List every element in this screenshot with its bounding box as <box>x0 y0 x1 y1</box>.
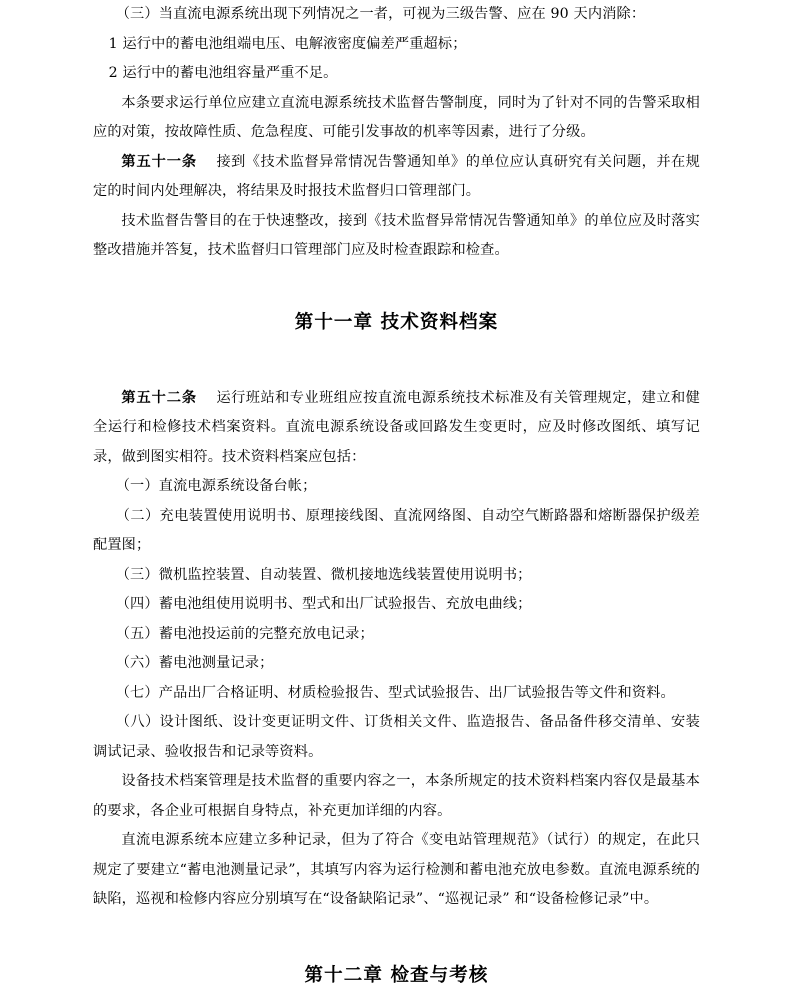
spacer-after-chapter-11 <box>93 338 700 384</box>
spacer-before-chapter-11 <box>93 266 700 308</box>
article-51-paragraph <box>93 148 700 207</box>
article-52-item-7: （七）产品出厂合格证明、材质检验报告、型式试验报告、出厂试验报告等文件和资料。 <box>115 684 675 701</box>
chapter-11-heading: 第十一章 技术资料档案 <box>294 311 499 333</box>
article-52-item-1: （一）直流电源系统设备台帐； <box>115 478 317 494</box>
article-52-item-8: （八）设计图纸、设计变更证明文件、订货相关文件、监造报告、备品备件移交清单、安装调试记录、验收报告和记录等资料。 <box>93 714 700 760</box>
article-51-text: 接到《技术监督异常情况告警通知单》的单位应认真研究有关问题，并在规定的时间内处理解决，将结果及时报技术监督归口管理部门。 <box>93 153 700 199</box>
article-52-label: 第五十二条 <box>121 389 197 406</box>
article-52-note-2: 直流电源系统本应建立多种记录，但为了符合《变电站管理规范》（试行）的规定，在此只规定了要建立“蓄电池测量记录”，其填写内容为运行检测和蓄电池充放电参数。直流电源系统的缺陷，巡视和检修内容应分别填写在“设备缺陷记录”、“巡视记录” 和“设备检修记录”中。 <box>93 832 700 907</box>
article-52-note-1: 设备技术档案管理是技术监督的重要内容之一，本条所规定的技术资料档案内容仅是最基本的要求，各企业可根据自身特点，补充更加详细的内容。 <box>93 773 700 819</box>
article-52-paragraph <box>93 384 700 473</box>
clause-three-item-2: 2 运行中的蓄电池组容量严重不足。 <box>108 65 338 81</box>
document-body <box>93 0 700 991</box>
article-52-item-4: （四）蓄电池组使用说明书、型式和出厂试验报告、充放电曲线； <box>115 596 532 612</box>
article-51-label: 第五十一条 <box>121 153 197 170</box>
article-52-item-2: （二）充电装置使用说明书、原理接线图、直流网络图、自动空气断路器和熔断器保护级差配置图； <box>93 507 700 553</box>
article-52-item-3: （三）微机监控装置、自动装置、微机接地选线装置使用说明书； <box>115 566 532 583</box>
clause-three-note: 本条要求运行单位应建立直流电源系统技术监督告警制度，同时为了针对不同的告警采取相应的对策，按故障性质、危急程度、可能引发事故的机率等因素，进行了分级。 <box>93 94 700 140</box>
article-52-item-5: （五）蓄电池投运前的完整充放电记录； <box>115 625 374 642</box>
spacer-before-chapter-12 <box>93 915 700 961</box>
clause-three-item-1: 1 运行中的蓄电池组端电压、电解液密度偏差严重超标； <box>108 35 467 52</box>
article-51-note: 技术监督告警目的在于快速整改，接到《技术监督异常情况告警通知单》的单位应及时落实整改措施并答复，技术监督归口管理部门应及时检查跟踪和检查。 <box>93 212 700 258</box>
clause-three-intro: （三）当直流电源系统出现下列情况之一者，可视为三级告警、应在 90 天内消除： <box>115 6 646 22</box>
article-52-item-6: （六）蓄电池测量记录； <box>115 655 274 671</box>
article-52-text: 运行班站和专业班组应按直流电源系统技术标准及有关管理规定，建立和健全运行和检修技术档案资料。直流电源系统设备或回路发生变更时，应及时修改图纸、填写记录，做到图实相符。技术资料档案应包括： <box>93 389 700 465</box>
chapter-12-heading: 第十二章 检查与考核 <box>304 964 489 986</box>
